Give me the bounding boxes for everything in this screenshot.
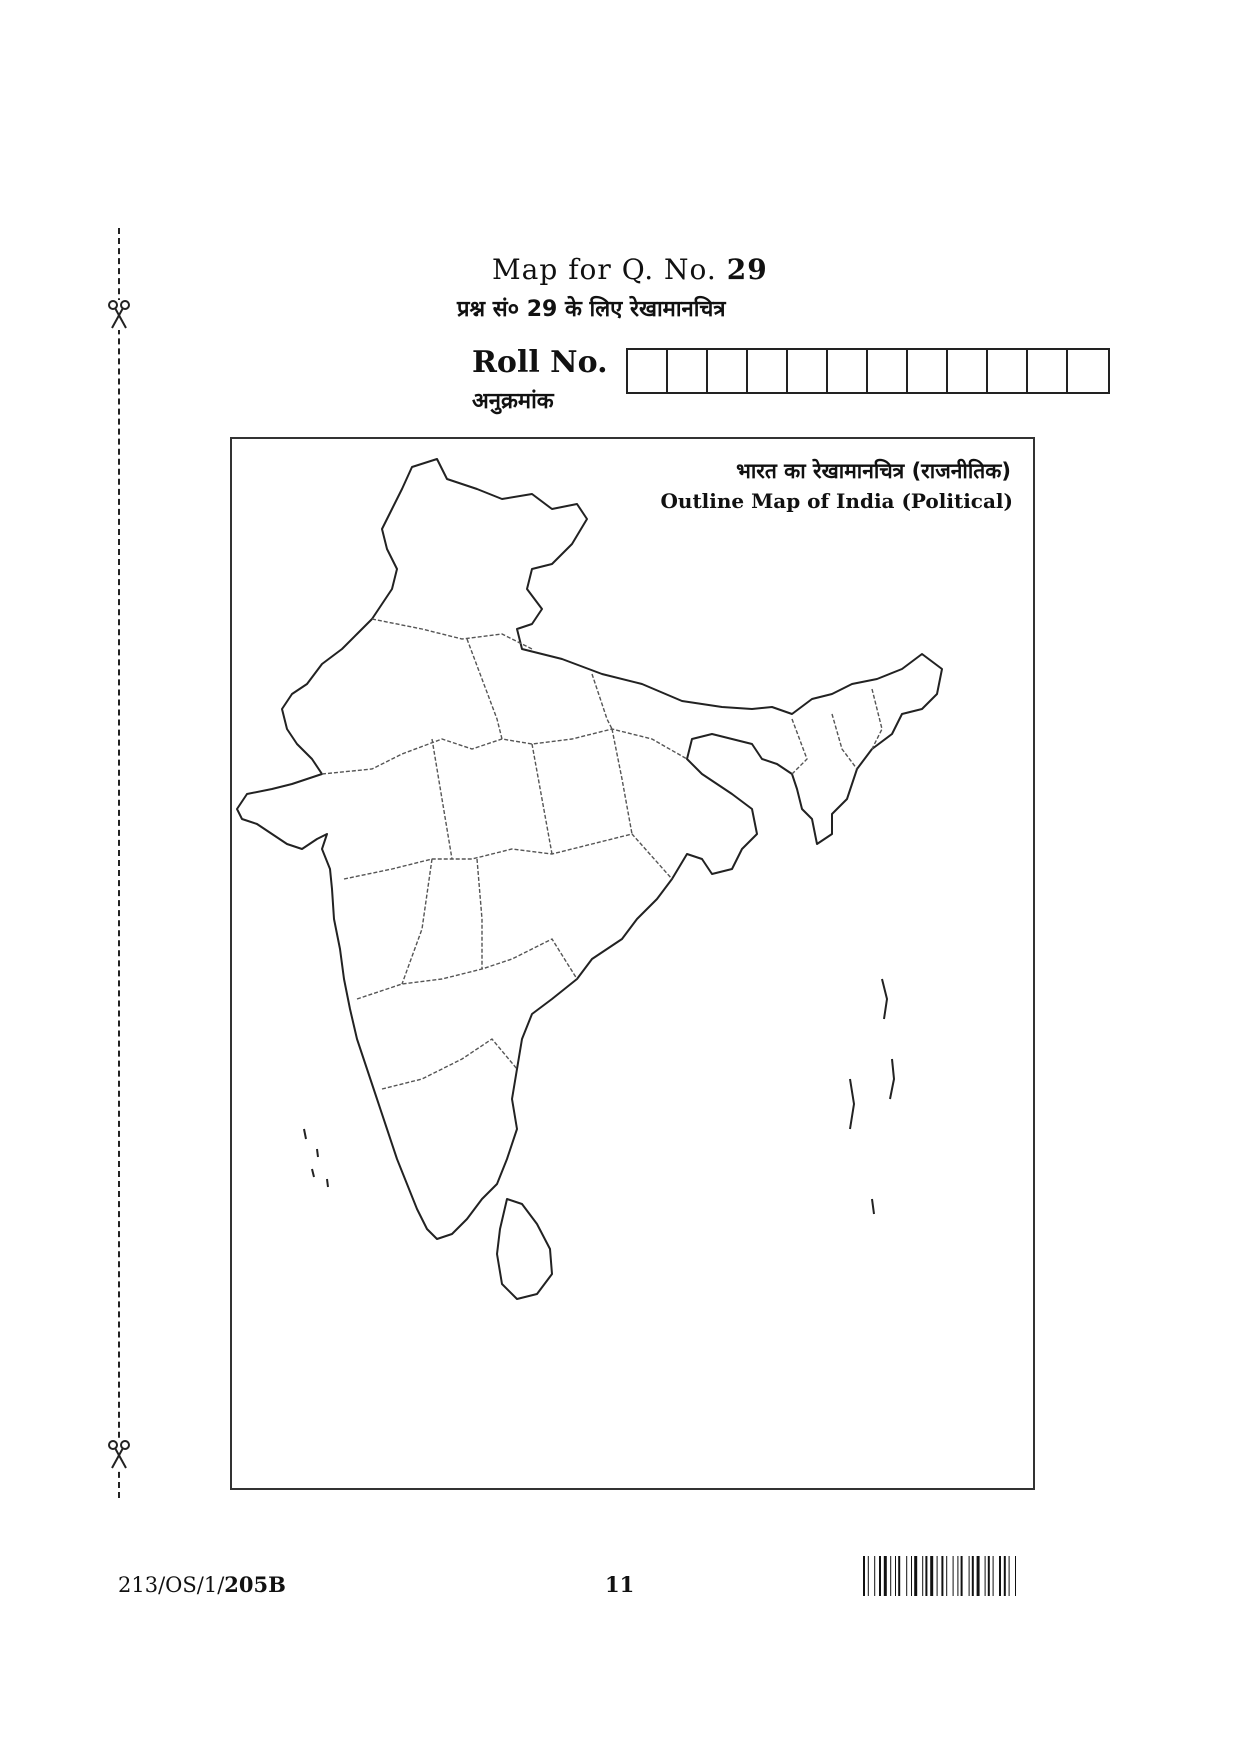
map-question-title-hindi: प्रश्न सं० 29 के लिए रेखामानचित्र — [457, 297, 726, 322]
roll-number-box[interactable] — [708, 350, 748, 392]
barcode-bar — [1004, 1556, 1006, 1596]
roll-number-box[interactable] — [828, 350, 868, 392]
barcode-bar — [993, 1556, 994, 1596]
roll-number-boxes — [626, 348, 1110, 394]
sri-lanka-outline — [497, 1199, 552, 1299]
question-number: 29 — [726, 253, 768, 286]
barcode-bar — [1009, 1556, 1010, 1596]
barcode-bar — [946, 1556, 947, 1596]
india-outline — [237, 459, 942, 1239]
barcode-bar — [957, 1556, 958, 1596]
barcode-bar — [977, 1556, 980, 1596]
barcode-bar — [972, 1556, 974, 1596]
lakshadweep-islands — [304, 1129, 328, 1187]
barcode-bar — [988, 1556, 990, 1596]
roll-number-box[interactable] — [788, 350, 828, 392]
andaman-islands — [850, 979, 894, 1214]
barcode-bar — [1015, 1556, 1016, 1596]
page-number: 11 — [605, 1572, 635, 1597]
map-title-hindi: भारत का रेखामानचित्र (राजनीतिक) — [736, 459, 1011, 483]
roll-number-box[interactable] — [1028, 350, 1068, 392]
barcode-bar — [925, 1556, 927, 1596]
map-question-title — [492, 253, 768, 286]
scissors-icon — [104, 1440, 134, 1470]
barcode-bar — [863, 1556, 865, 1596]
roll-number-box[interactable] — [868, 350, 908, 392]
paper-code — [118, 1572, 286, 1597]
barcode-bar — [879, 1556, 881, 1596]
india-outline-map — [232, 439, 1033, 1488]
roll-number-box[interactable] — [668, 350, 708, 392]
roll-number-label-hindi: अनुक्रमांक — [472, 389, 554, 414]
title-prefix: Map for Q. No. — [492, 253, 717, 286]
barcode-icon — [863, 1556, 1125, 1596]
barcode-bar — [985, 1556, 986, 1596]
roll-number-box[interactable] — [748, 350, 788, 392]
barcode-bar — [890, 1556, 891, 1596]
paper-code-suffix: 205B — [224, 1572, 286, 1597]
barcode-bar — [895, 1556, 896, 1596]
barcode-bar — [914, 1556, 917, 1596]
barcode-bar — [906, 1556, 907, 1596]
roll-number-box[interactable] — [948, 350, 988, 392]
barcode-bar — [898, 1556, 900, 1596]
barcode-bar — [953, 1556, 954, 1596]
barcode-bar — [941, 1556, 943, 1596]
barcode-bar — [930, 1556, 933, 1596]
barcode-bar — [874, 1556, 875, 1596]
roll-number-label: Roll No. — [472, 345, 608, 380]
roll-number-box[interactable] — [1068, 350, 1108, 392]
map-frame — [230, 437, 1035, 1490]
scissors-icon — [104, 300, 134, 330]
cut-line — [118, 228, 120, 1498]
barcode-bar — [922, 1556, 923, 1596]
roll-number-box[interactable] — [908, 350, 948, 392]
barcode-bar — [961, 1556, 963, 1596]
barcode-bar — [999, 1556, 1001, 1596]
map-title-english: Outline Map of India (Political) — [660, 489, 1013, 513]
barcode-bar — [969, 1556, 970, 1596]
barcode-bar — [937, 1556, 938, 1596]
barcode-bar — [868, 1556, 869, 1596]
barcode-bar — [911, 1556, 912, 1596]
roll-number-box[interactable] — [988, 350, 1028, 392]
paper-code-prefix: 213/OS/1/ — [118, 1573, 225, 1597]
roll-number-box[interactable] — [628, 350, 668, 392]
barcode-bar — [884, 1556, 887, 1596]
